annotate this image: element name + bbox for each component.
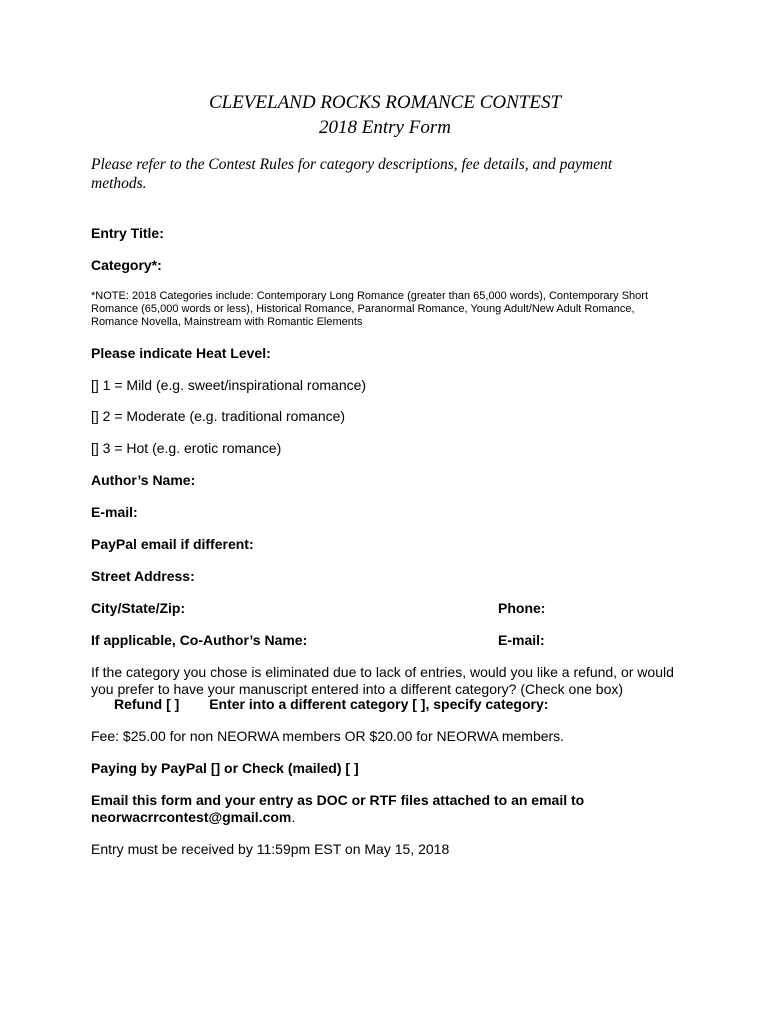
refund-option[interactable]: Refund [ ]	[114, 696, 180, 712]
intro-text: Please refer to the Contest Rules for category descriptions, fee details, and payment methods.	[91, 156, 613, 192]
payment-method[interactable]: Paying by PayPal [] or Check (mailed) [ ]	[91, 760, 359, 776]
email-label: E-mail:	[91, 504, 138, 520]
heat-option-moderate[interactable]: [] 2 = Moderate (e.g. traditional romance)	[91, 408, 346, 424]
city-state-zip-label: City/State/Zip:	[91, 600, 186, 616]
category-note: *NOTE: 2018 Categories include: Contemporary Long Romance (greater than 65,000 words), Contemporary Short Romance (65,000 words or less), Historical Romance, Paranormal Romance, Young Adult/New Adult Romance, Romance Novella, Mainstream with Romantic Elements	[91, 290, 649, 328]
form-title: CLEVELAND ROCKS ROMANCE CONTEST	[208, 92, 562, 113]
fee-text: Fee: $25.00 for non NEORWA members OR $20.00 for NEORWA members.	[91, 728, 565, 744]
heat-option-mild[interactable]: [] 1 = Mild (e.g. sweet/inspirational romance)	[91, 377, 367, 393]
submission-instructions	[91, 792, 681, 825]
entry-title-label: Entry Title:	[91, 225, 164, 241]
submission-text: Email this form and your entry as DOC or RTF files attached to an email to	[91, 792, 585, 808]
co-author-label: If applicable, Co-Author’s Name:	[91, 632, 308, 648]
category-label: Category*:	[91, 257, 162, 273]
heat-option-hot[interactable]: [] 3 = Hot (e.g. erotic romance)	[91, 440, 282, 456]
street-address-label: Street Address:	[91, 568, 195, 584]
co-author-email-label: E-mail:	[498, 632, 545, 648]
form-subtitle: 2018 Entry Form	[319, 117, 451, 138]
refund-options-row	[114, 696, 548, 713]
submission-period: .	[291, 808, 296, 825]
refund-question: If the category you chose is eliminated due to lack of entries, would you like a refund, or would you prefer to have your manuscript entered into a different category? (Check one box)	[91, 664, 674, 697]
phone-label: Phone:	[498, 600, 546, 616]
submission-email-link[interactable]: neorwacrrcontest@gmail.com	[91, 808, 292, 825]
deadline-text: Entry must be received by 11:59pm EST on May 15, 2018	[91, 841, 450, 857]
author-name-label: Author’s Name:	[91, 472, 196, 488]
heat-level-label: Please indicate Heat Level:	[91, 345, 271, 361]
paypal-email-label: PayPal email if different:	[91, 536, 254, 552]
other-category-option[interactable]: Enter into a different category [ ], specify category:	[209, 696, 549, 712]
